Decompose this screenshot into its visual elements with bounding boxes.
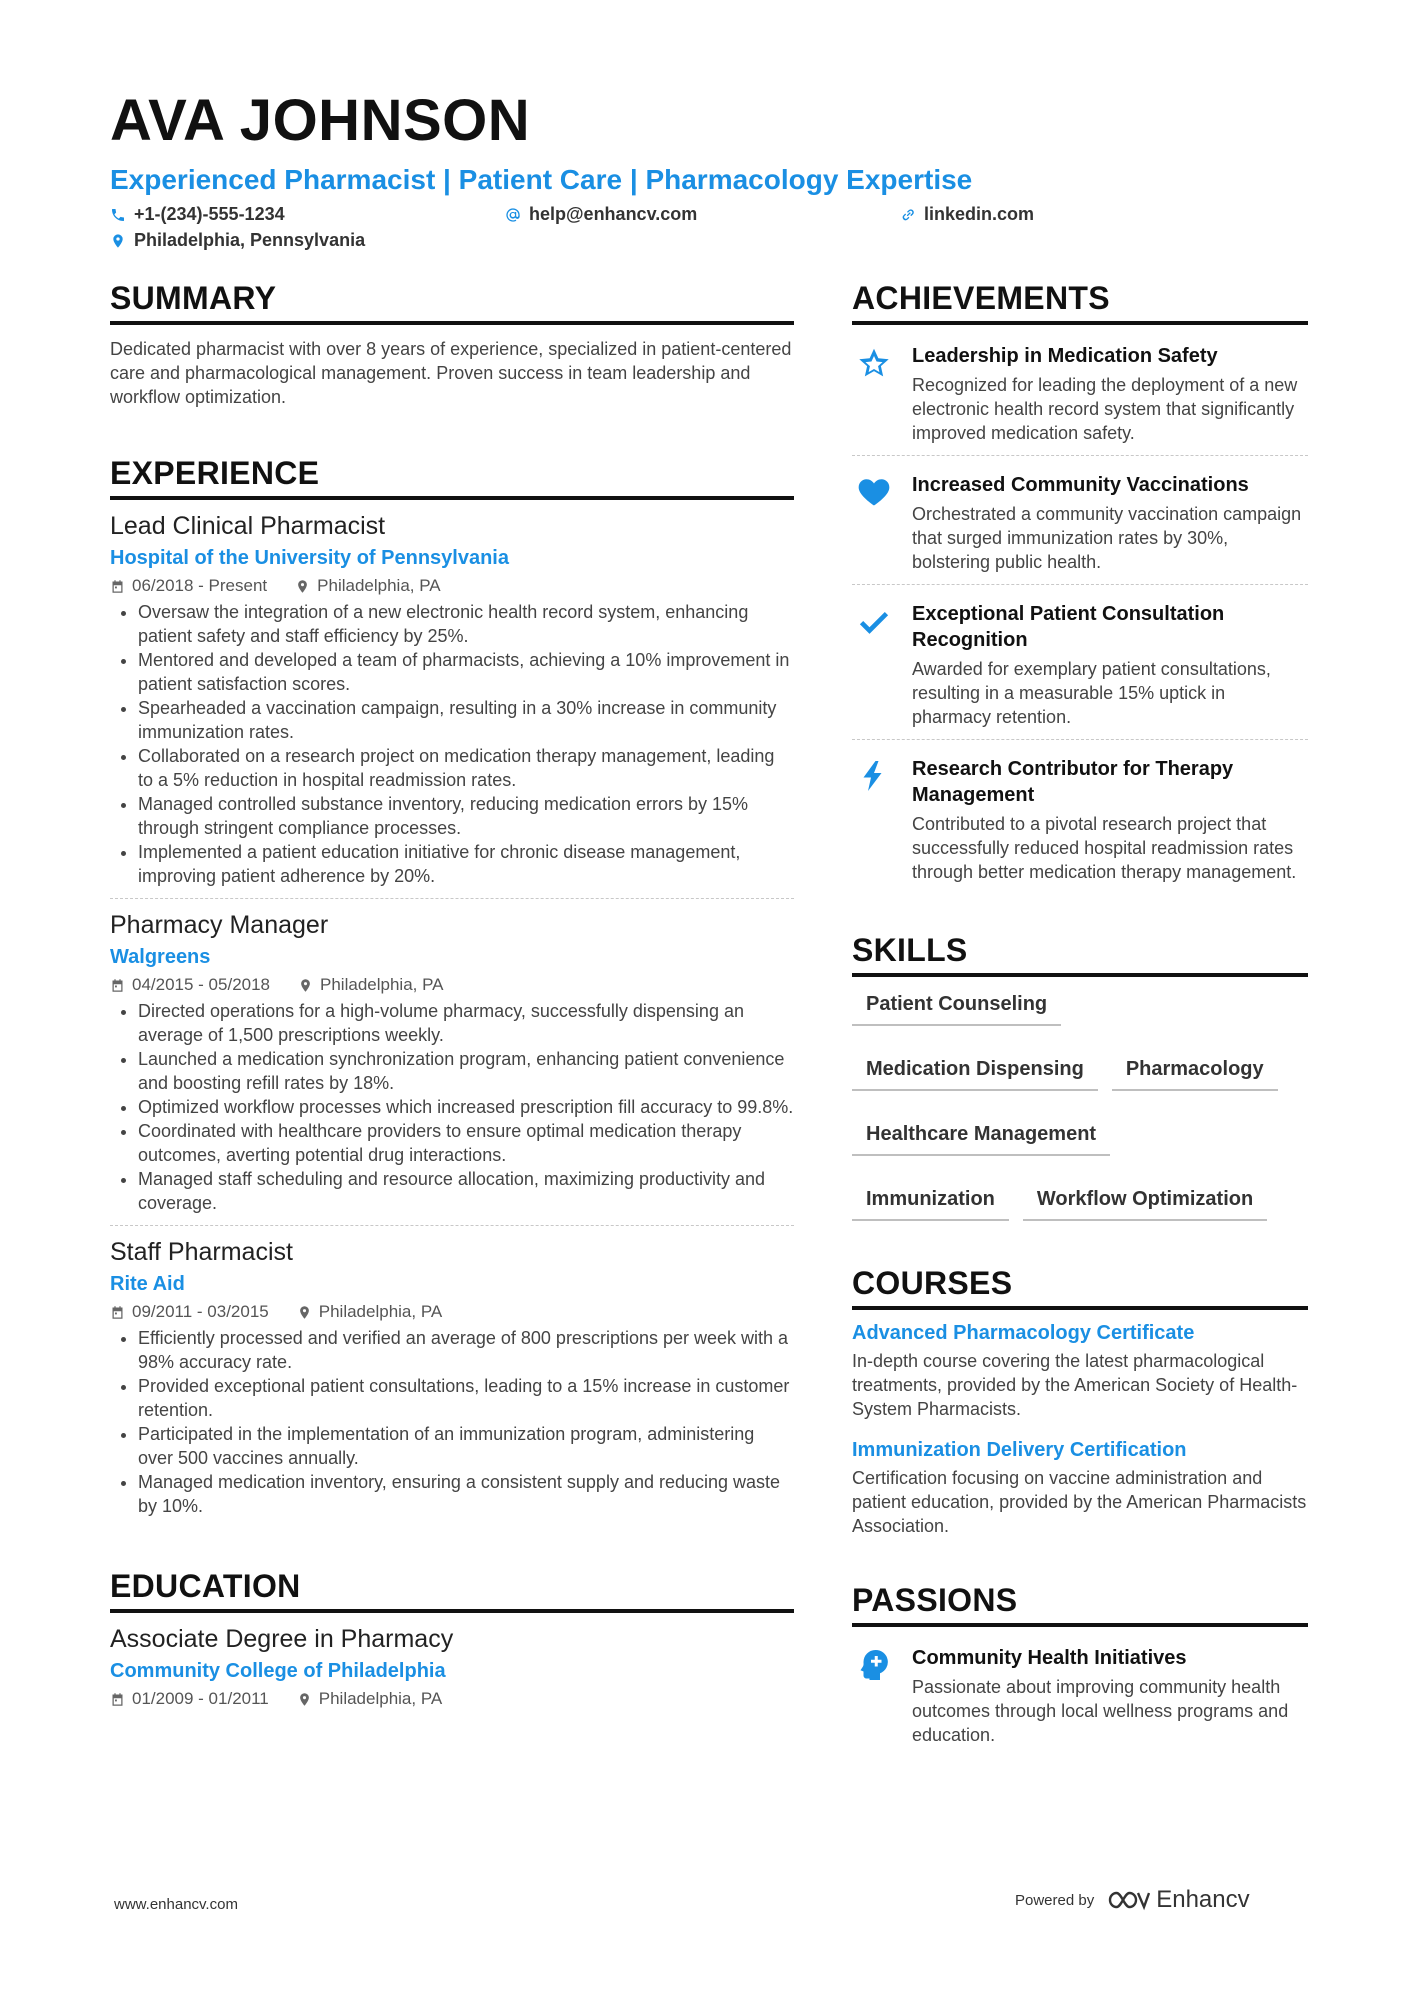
course-item (852, 1322, 1308, 1421)
enhancv-logo-icon (1106, 1888, 1150, 1912)
lightning-icon (856, 758, 892, 794)
phone-contact[interactable] (110, 204, 285, 225)
job-title: Lead Clinical Pharmacist (110, 512, 386, 540)
footer-website[interactable]: www.enhancv.com (114, 1896, 238, 1913)
list-item: • Mentored and developed a team of pharmacists, achieving a 10% improvement in patient satisfaction scores. (138, 648, 794, 696)
brand-logo[interactable] (1106, 1886, 1249, 1914)
course-desc: Certification focusing on vaccine administration and patient education, provided by the American Pharmacists Association. (852, 1468, 1307, 1536)
job-dates: 06/2018 - Present (132, 576, 268, 595)
passions-heading: PASSIONS (852, 1582, 1308, 1627)
list-item: • Spearheaded a vaccination campaign, resulting in a 30% increase in community immunization rates. (138, 696, 794, 744)
list-item: • Oversaw the integration of a new electronic health record system, enhancing patient safety and staff efficiency by 25%. (138, 600, 794, 648)
job-location: Philadelphia, PA (317, 576, 441, 595)
list-item: • Directed operations for a high-volume pharmacy, successfully dispensing an average of 1,500 prescriptions weekly. (138, 999, 794, 1047)
resume-page (110, 88, 1308, 1745)
list-item: • Managed medication inventory, ensuring a consistent supply and reducing waste by 10%. (138, 1470, 794, 1518)
job-meta (110, 975, 794, 995)
phone-text: +1-(234)-555-1234 (134, 204, 285, 224)
company-name: Hospital of the University of Pennsylvania (110, 547, 509, 569)
company-name: Rite Aid (110, 1273, 185, 1295)
skills-list (852, 989, 1308, 1221)
location-pin-icon (110, 233, 126, 249)
location-text: Philadelphia, Pennsylvania (134, 230, 366, 250)
skills-heading: SKILLS (852, 932, 1308, 977)
left-column (110, 280, 794, 1763)
footer-branding (1015, 1886, 1250, 1914)
email-text: help@enhancv.com (529, 204, 698, 224)
calendar-icon (110, 1692, 125, 1707)
linkedin-contact[interactable] (900, 204, 1034, 225)
candidate-name: AVA JOHNSON (110, 88, 531, 153)
achievement-desc: Awarded for exemplary patient consultations, resulting in a measurable 15% uptick in pharmacy retention. (912, 659, 1271, 727)
link-icon (900, 207, 916, 223)
achievement-title: Research Contributor for Therapy Management (912, 758, 1234, 806)
email-contact[interactable] (505, 204, 697, 225)
passion-title: Community Health Initiatives (912, 1647, 1187, 1669)
skill-tag: Healthcare Management (852, 1119, 1110, 1156)
achievement-item (852, 466, 1308, 585)
job-entry (110, 512, 794, 899)
course-title: Immunization Delivery Certification (852, 1439, 1187, 1461)
achievement-desc: Orchestrated a community vaccination campaign that surged immunization rates by 30%, bolstering public health. (912, 504, 1302, 572)
location-contact (110, 230, 365, 251)
location-pin-icon (297, 1692, 312, 1707)
education-location: Philadelphia, PA (318, 1689, 443, 1708)
achievements-heading: ACHIEVEMENTS (852, 280, 1308, 325)
job-title: Pharmacy Manager (110, 911, 329, 939)
calendar-icon (110, 1305, 125, 1320)
list-item: • Provided exceptional patient consultations, leading to a 15% increase in customer retention. (138, 1374, 794, 1422)
courses-heading: COURSES (852, 1265, 1308, 1310)
job-entry (110, 1238, 794, 1528)
skill-tag: Pharmacology (1112, 1054, 1278, 1091)
job-dates: 09/2011 - 03/2015 (132, 1302, 269, 1321)
headline: Experienced Pharmacist | Patient Care | Pharmacology Expertise (110, 164, 973, 195)
job-dates: 04/2015 - 05/2018 (132, 975, 271, 994)
linkedin-text: linkedin.com (924, 204, 1035, 224)
education-dates: 01/2009 - 01/2011 (132, 1689, 269, 1708)
job-location: Philadelphia, PA (320, 975, 444, 994)
school-name: Community College of Philadelphia (110, 1660, 446, 1682)
right-column (852, 280, 1308, 1795)
job-title: Staff Pharmacist (110, 1238, 293, 1266)
at-icon (505, 207, 521, 223)
job-bullets (110, 600, 794, 888)
list-item: • Optimized workflow processes which increased prescription fill accuracy to 99.8%. (138, 1095, 794, 1119)
job-entry (110, 911, 794, 1226)
list-item: • Managed staff scheduling and resource allocation, maximizing productivity and coverage. (138, 1167, 794, 1215)
calendar-icon (110, 579, 125, 594)
summary-heading: SUMMARY (110, 280, 794, 325)
checkmark-icon (856, 603, 892, 639)
list-item: • Managed controlled substance inventory, reducing medication errors by 15% through stringent compliance processes. (138, 792, 794, 840)
job-meta (110, 1302, 794, 1322)
course-title: Advanced Pharmacology Certificate (852, 1322, 1195, 1344)
location-pin-icon (295, 579, 310, 594)
skill-tag: Immunization (852, 1184, 1009, 1221)
experience-heading: EXPERIENCE (110, 455, 794, 500)
achievement-item (852, 337, 1308, 456)
job-bullets (110, 1326, 794, 1518)
location-pin-icon (298, 978, 313, 993)
achievement-item (852, 595, 1308, 740)
head-icon (856, 1647, 892, 1683)
education-entry (110, 1625, 794, 1723)
achievement-title: Increased Community Vaccinations (912, 474, 1249, 496)
calendar-icon (110, 978, 125, 993)
company-name: Walgreens (110, 946, 211, 968)
powered-by-text: Powered by (1015, 1891, 1095, 1909)
skill-tag: Medication Dispensing (852, 1054, 1098, 1091)
list-item: • Implemented a patient education initiative for chronic disease management, improving patient adherence by 20%. (138, 840, 794, 888)
phone-icon (110, 207, 126, 223)
list-item: • Coordinated with healthcare providers to ensure optimal medication therapy outcomes, averting potential drug interactions. (138, 1119, 794, 1167)
star-icon (856, 345, 892, 381)
heart-icon (856, 474, 892, 510)
skill-tag: Patient Counseling (852, 989, 1061, 1026)
course-item (852, 1439, 1308, 1538)
list-item: • Participated in the implementation of an immunization program, administering over 500 vaccines annually. (138, 1422, 794, 1470)
contact-info (110, 204, 1308, 258)
brand-name: Enhancv (1156, 1886, 1250, 1913)
course-desc: In-depth course covering the latest pharmacological treatments, provided by the American Society of Health-System Pharmacists. (852, 1351, 1298, 1419)
achievement-desc: Recognized for leading the deployment of a new electronic health record system that significantly improved medication safety. (912, 375, 1298, 443)
achievement-title: Exceptional Patient Consultation Recognition (912, 603, 1225, 651)
list-item: • Collaborated on a research project on medication therapy management, leading to a 5% reduction in hospital readmission rates. (138, 744, 794, 792)
education-heading: EDUCATION (110, 1568, 794, 1613)
achievement-item (852, 750, 1308, 894)
education-meta (110, 1689, 794, 1709)
job-location: Philadelphia, PA (318, 1302, 443, 1321)
location-pin-icon (297, 1305, 312, 1320)
list-item: • Efficiently processed and verified an average of 800 prescriptions per week with a 98% accuracy rate. (138, 1326, 794, 1374)
list-item: • Launched a medication synchronization program, enhancing patient convenience and boosting refill rates by 18%. (138, 1047, 794, 1095)
job-bullets (110, 999, 794, 1215)
degree-title: Associate Degree in Pharmacy (110, 1625, 454, 1653)
achievement-desc: Contributed to a pivotal research project that successfully reduced hospital readmission rates through better medication therapy management. (912, 814, 1297, 882)
job-meta (110, 576, 794, 596)
summary-text: Dedicated pharmacist with over 8 years of experience, specialized in patient-centered care and pharmacological management. Proven success in team leadership and workflow optimization. (110, 339, 792, 407)
achievement-title: Leadership in Medication Safety (912, 345, 1218, 367)
passion-desc: Passionate about improving community health outcomes through local wellness programs and education. (912, 1677, 1289, 1745)
passion-item (852, 1639, 1308, 1757)
skill-tag: Workflow Optimization (1023, 1184, 1267, 1221)
